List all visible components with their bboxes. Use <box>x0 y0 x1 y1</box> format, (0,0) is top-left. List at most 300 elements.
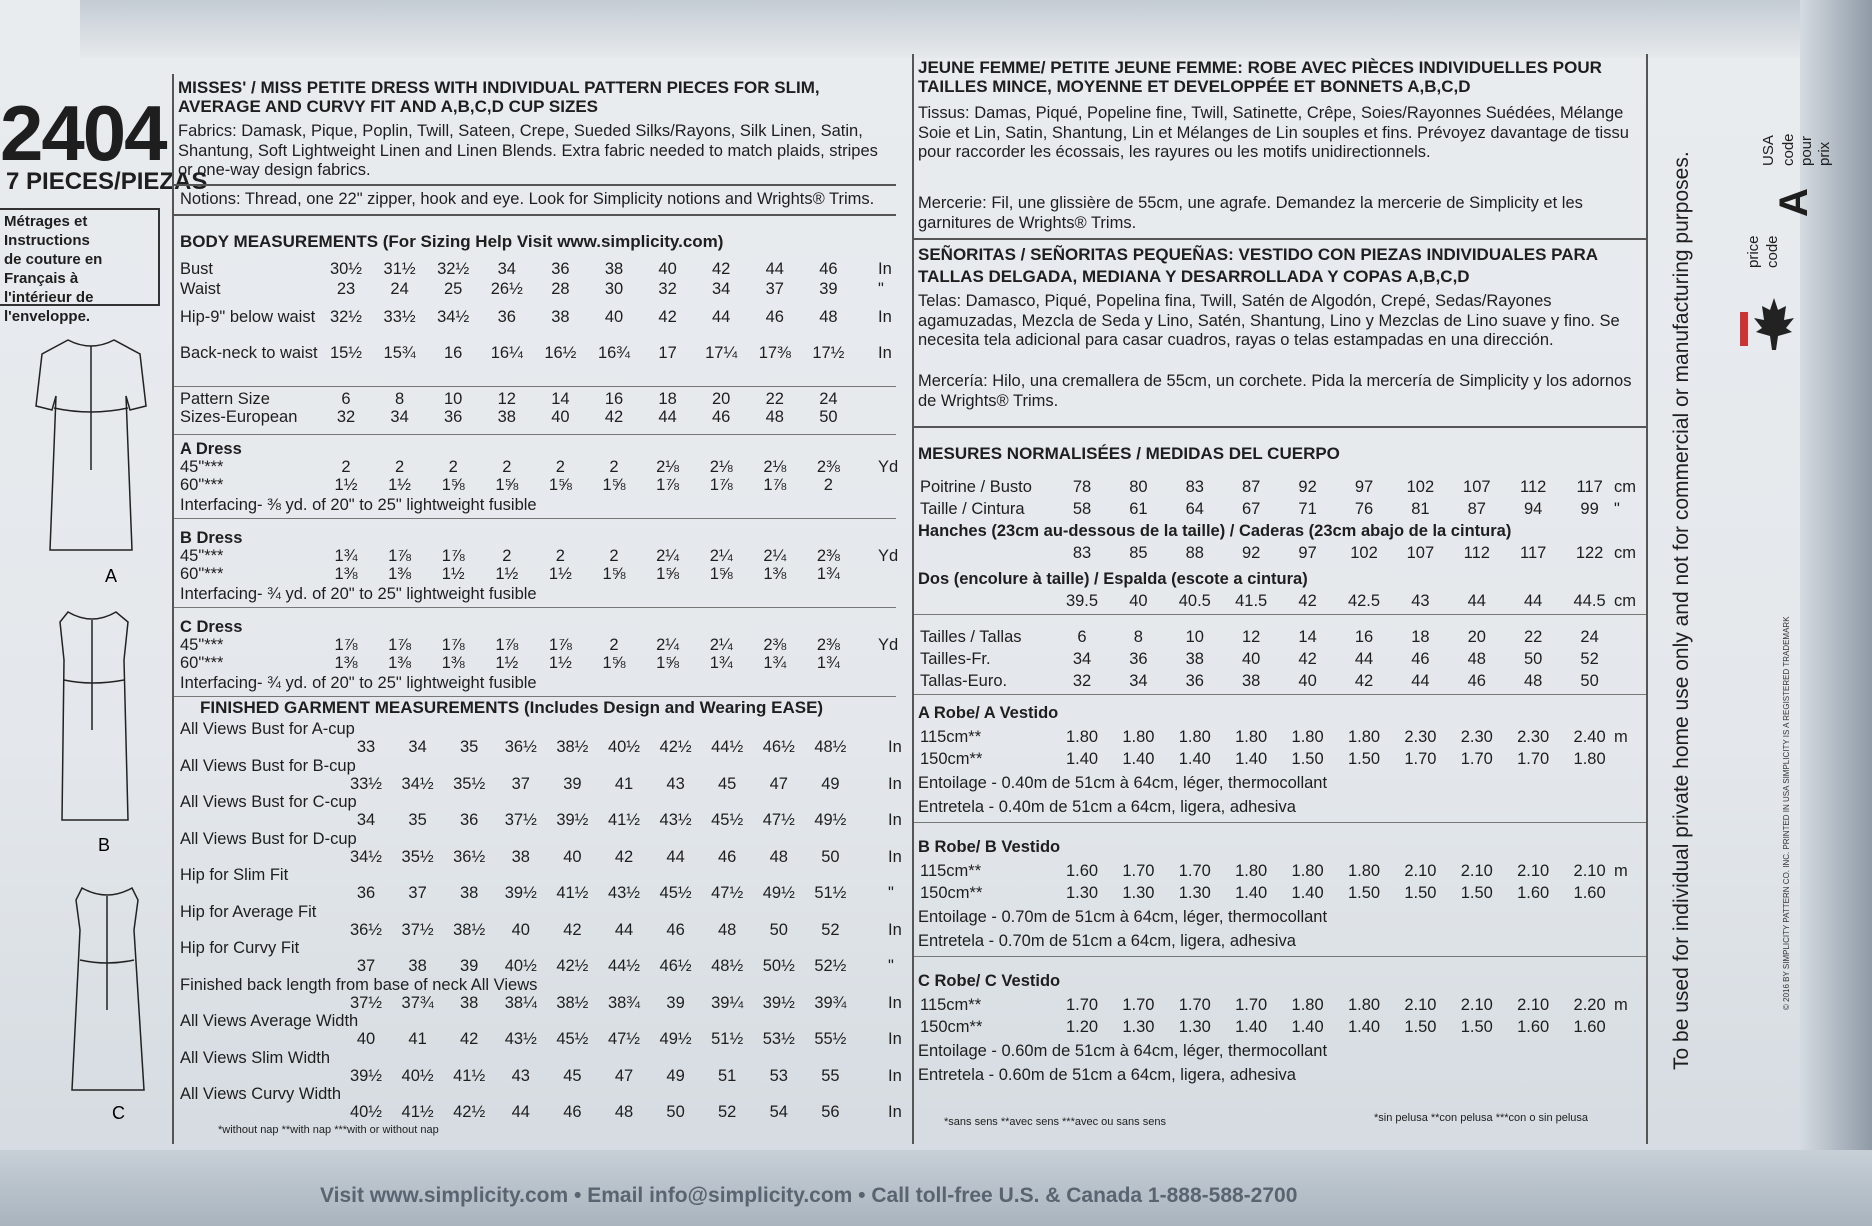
pieces-count: 7 PIECES/PIEZAS <box>6 168 208 195</box>
unit-label: Yd <box>878 547 899 565</box>
entoilage-note: Entoilage - 0.70m de 51cm à 64cm, léger, thermocollant <box>918 908 1328 926</box>
table-cell: 42 <box>658 308 677 326</box>
row-label: Sizes-European <box>180 408 298 426</box>
table-cell: 44 <box>666 847 685 866</box>
table-cell: 44 <box>765 260 784 278</box>
table-cell: 1.60 <box>1065 862 1099 880</box>
divider <box>174 214 896 216</box>
table-cell: 1.40 <box>1291 884 1324 902</box>
table-cell: 42 <box>604 408 624 426</box>
table-cell: 92 <box>1242 544 1261 562</box>
table-cell: 37 <box>356 957 376 975</box>
table-cell: 71 <box>1298 500 1317 518</box>
table-cell: 12 <box>1242 628 1261 646</box>
finished-row-label <box>174 866 896 886</box>
french-mercerie: Mercerie: Fil, une glissière de 55cm, une agrafe. Demandez la mercerie de Simplicity et les garnitures de Wrights® Trims. <box>918 194 1583 232</box>
table-cell: 17¼ <box>705 344 738 362</box>
table-cell: 1.40 <box>1235 750 1268 768</box>
table-cell: 38¾ <box>607 993 641 1012</box>
table-cell: 80 <box>1129 478 1148 496</box>
measures-heading: MESURES NORMALISÉES / MEDIDAS DEL CUERPO <box>918 444 1340 463</box>
entretela-note: Entretela - 0.70m de 51cm a 64cm, ligera, adhesiva <box>918 932 1296 950</box>
table-cell: 17 <box>658 344 677 362</box>
table-cell: 1.50 <box>1460 1018 1493 1036</box>
table-cell: 1½ <box>548 654 572 672</box>
table-cell: 39½ <box>556 811 589 829</box>
table-cell: 44 <box>511 1103 530 1121</box>
table-cell: 42 <box>712 260 731 278</box>
table-cell: 16 <box>604 390 624 408</box>
table-cell: 47½ <box>711 884 744 902</box>
divider <box>174 386 896 387</box>
table-cell: 1.50 <box>1347 884 1381 902</box>
table-cell: 1¾ <box>709 654 733 672</box>
table-cell: 55 <box>821 1066 840 1085</box>
entretela-note: Entretela - 0.40m de 51cm a 64cm, ligera, adhesiva <box>918 798 1296 816</box>
dress-view-a-drawing <box>36 340 146 550</box>
footnotes-es: *sin pelusa **con pelusa ***con o sin pelusa <box>1374 1112 1589 1124</box>
table-cell: 1½ <box>495 565 519 583</box>
table-cell: 16 <box>1354 628 1374 646</box>
body-measurement-row <box>174 308 896 328</box>
table-cell: 1.60 <box>1573 1018 1606 1036</box>
table-cell: 46½ <box>762 738 795 756</box>
table-cell: 46 <box>712 408 731 426</box>
table-cell: 1.80 <box>1347 728 1381 746</box>
table-cell: 1.80 <box>1291 996 1324 1014</box>
yardage-row-45 <box>174 547 899 567</box>
table-cell: 41½ <box>607 811 641 829</box>
table-cell: 34½ <box>349 847 383 866</box>
price-code: A <box>1771 188 1816 217</box>
french-tissus: Tissus: Damas, Piqué, Popeline fine, Twill, Satinette, Crêpe, Soies/Rayonnes Suédées, Mélange Soie et Lin, Satin, Shantung, Lin et Mélanges de Lin souples et fins. Prévoyez davantage de tissu pour raccorder les écossais, les rayures ou les motifs unidirectionnels. <box>918 104 1629 161</box>
table-cell: 48 <box>1524 672 1543 690</box>
table-cell: 39 <box>563 774 582 793</box>
table-cell: 51½ <box>814 884 847 902</box>
left-footnotes: *without nap **with nap ***with or without nap <box>218 1124 439 1136</box>
pattern-size-row <box>174 408 896 428</box>
table-cell: 50 <box>819 408 838 426</box>
table-cell: 1¾ <box>816 565 840 583</box>
table-cell: 1⅞ <box>763 476 787 494</box>
table-cell: 6 <box>1077 628 1087 646</box>
table-cell: 2 <box>448 458 458 476</box>
maple-leaf-icon <box>1740 292 1800 362</box>
unit-label: cm <box>1614 592 1636 610</box>
table-cell: 1⅜ <box>334 654 358 672</box>
table-cell: 32 <box>1072 672 1092 690</box>
table-cell: 53 <box>769 1066 788 1085</box>
table-cell: 51½ <box>711 1030 744 1048</box>
table-cell: 1.50 <box>1347 750 1381 768</box>
table-cell: 40½ <box>349 1103 383 1121</box>
finished-measurement-row <box>174 774 902 795</box>
table-cell: 36½ <box>453 847 486 866</box>
metrage-row-115 <box>914 728 1646 748</box>
row-label: Hip for Slim Fit <box>180 866 289 884</box>
metrage-row-115 <box>914 862 1646 882</box>
envelope-top-edge <box>80 0 1800 58</box>
table-cell: 49½ <box>659 1030 692 1048</box>
table-cell: 41½ <box>453 1066 486 1085</box>
notions-text: Notions: Thread, one 22" zipper, hook and eye. Look for Simplicity notions and Wrights® Trims. <box>180 190 875 208</box>
table-cell: 1.70 <box>1178 862 1211 880</box>
table-cell: 17½ <box>812 344 845 362</box>
row-label: Waist <box>180 280 221 298</box>
price-label: prix <box>1816 141 1833 166</box>
robe-label: B Robe/ B Vestido <box>918 838 1061 856</box>
pattern-number: 2404 <box>0 89 166 177</box>
table-cell: 1⅝ <box>495 476 519 494</box>
english-column <box>172 74 902 1144</box>
table-cell: 34 <box>712 280 731 298</box>
table-cell: 1.40 <box>1291 1018 1324 1036</box>
table-cell: 35½ <box>453 774 486 793</box>
table-cell: 1.80 <box>1065 728 1099 746</box>
table-cell: 2¼ <box>656 636 680 654</box>
french-box-line: Métrages et Instructions <box>4 213 90 249</box>
table-cell: 42½ <box>556 957 589 975</box>
table-cell: 41 <box>614 774 634 793</box>
table-cell: 1⅞ <box>334 636 358 654</box>
spanish-title: SEÑORITAS / SEÑORITAS PEQUEÑAS: VESTIDO CON PIEZAS INDIVIDUALES PARA TALLAS DELGADA, MEDIANA Y DESARROLLADA Y COPAS A,B,C,D <box>918 245 1598 286</box>
unit-label: In <box>888 847 902 866</box>
table-cell: 1⅜ <box>763 565 787 583</box>
table-cell: 2 <box>555 458 565 476</box>
interfacing-note: Interfacing- ¾ yd. of 20" to 25" lightweight fusible <box>180 585 537 603</box>
table-cell: 1½ <box>388 476 412 494</box>
row-label: Taille / Cintura <box>920 500 1025 518</box>
french-title: JEUNE FEMME/ PETITE JEUNE FEMME: ROBE AVEC PIÈCES INDIVIDUELLES POUR TAILLES MINCE, MOYENNE ET DEVELOPPÉE ET BONNETS A,B,C,D <box>918 58 1602 96</box>
country-label: USA <box>1760 135 1777 166</box>
table-cell: 44 <box>1354 650 1374 668</box>
table-cell: 46 <box>718 847 737 866</box>
finished-measurement-row <box>174 1030 902 1050</box>
robe-label: C Robe/ C Vestido <box>918 972 1061 990</box>
table-cell: 55½ <box>814 1030 847 1048</box>
table-cell: 49 <box>666 1066 685 1085</box>
entoilage-note: Entoilage - 0.60m de 51cm à 64cm, léger, thermocollant <box>918 1042 1328 1060</box>
table-cell: 64 <box>1185 500 1204 518</box>
table-cell: 1.50 <box>1460 884 1493 902</box>
table-cell: 2⅜ <box>816 636 840 654</box>
french-box-line: l'intérieur de <box>4 289 94 306</box>
table-cell: 1⅜ <box>388 654 412 672</box>
table-cell: 40½ <box>607 738 641 756</box>
table-cell: 2¼ <box>763 547 787 565</box>
taille-row <box>914 628 1646 648</box>
table-cell: 34 <box>356 811 376 829</box>
hanches-row <box>914 544 1646 564</box>
french-instructions-box <box>0 208 160 325</box>
table-cell: 1.80 <box>1235 862 1268 880</box>
finished-row-label <box>174 976 896 996</box>
table-cell: 1.80 <box>1235 728 1268 746</box>
unit-label: cm <box>1614 478 1636 496</box>
table-cell: 8 <box>395 390 405 408</box>
table-cell: 2 <box>823 476 833 494</box>
table-cell: 52 <box>1580 650 1599 668</box>
table-cell: 112 <box>1463 544 1490 562</box>
table-cell: 24 <box>819 390 838 408</box>
row-label: 150cm** <box>920 750 983 768</box>
table-cell: 2⅛ <box>763 458 787 476</box>
table-cell: 16½ <box>544 344 577 362</box>
finished-row-label <box>174 1049 896 1069</box>
price-label: price <box>1745 235 1762 268</box>
table-cell: 36 <box>551 260 570 278</box>
table-cell: 46½ <box>659 957 692 975</box>
table-cell: 2 <box>609 458 619 476</box>
table-cell: 43½ <box>659 811 692 829</box>
pattern-size-row <box>174 390 896 410</box>
table-cell: 2.30 <box>1517 728 1550 746</box>
table-cell: 52 <box>821 920 840 939</box>
interfacing-note: Interfacing- ⅜ yd. of 20" to 25" lightweight fusible <box>180 496 537 514</box>
unit-label: Yd <box>878 458 899 476</box>
table-cell: 35 <box>408 811 427 829</box>
finished-row-label <box>174 1085 896 1105</box>
table-cell: 2.10 <box>1573 862 1606 880</box>
table-cell: 53½ <box>762 1030 795 1048</box>
french-spanish-column <box>912 54 1648 1144</box>
divider <box>174 607 896 608</box>
table-cell: 2.10 <box>1460 862 1493 880</box>
table-cell: 1¾ <box>334 547 358 565</box>
table-cell: 10 <box>1185 628 1204 646</box>
finished-measurement-row <box>174 738 902 758</box>
table-cell: 36 <box>1129 650 1148 668</box>
table-cell: 47 <box>614 1066 634 1085</box>
table-cell: 50½ <box>762 957 795 975</box>
table-cell: 44 <box>658 408 677 426</box>
table-cell: 1½ <box>334 476 358 494</box>
table-cell: 94 <box>1524 500 1543 518</box>
table-cell: 10 <box>444 390 463 408</box>
table-cell: 87 <box>1242 478 1261 496</box>
table-cell: 40 <box>1129 592 1148 610</box>
table-cell: 1.80 <box>1291 728 1324 746</box>
table-cell: 50 <box>1524 650 1543 668</box>
table-cell: 102 <box>1406 478 1435 496</box>
table-cell: 83 <box>1072 544 1092 562</box>
table-cell: 35 <box>460 738 479 756</box>
table-cell: 34 <box>1129 672 1148 690</box>
table-cell: 1.50 <box>1291 750 1324 768</box>
table-cell: 38½ <box>453 920 486 939</box>
table-cell: 107 <box>1463 478 1491 496</box>
table-cell: 1.70 <box>1122 862 1155 880</box>
finished-measurement-row <box>174 1103 902 1123</box>
table-cell: 6 <box>341 390 351 408</box>
table-cell: 39¼ <box>711 993 744 1012</box>
table-cell: 34 <box>390 408 409 426</box>
table-cell: 102 <box>1350 544 1378 562</box>
price-label: pour <box>1798 135 1815 166</box>
dress-technical-drawings <box>20 330 160 1130</box>
fabrics-text: Fabrics: Damask, Pique, Poplin, Twill, Sateen, Crepe, Sueded Silks/Rayons, Silk Linen, Satin, Shantung, Soft Lightweight Linen and Linen Blends. Extra fabric needed to match plaids, stripes or one-way design fabrics. <box>178 122 878 179</box>
table-cell: 38 <box>408 957 427 975</box>
table-cell: 33½ <box>349 774 383 793</box>
table-cell: 40.5 <box>1178 592 1211 610</box>
table-cell: 1.30 <box>1178 884 1211 902</box>
table-cell: 1.70 <box>1235 996 1268 1014</box>
table-cell: 1.70 <box>1178 996 1211 1014</box>
unit-label: In <box>878 260 892 278</box>
row-label: Poitrine / Busto <box>920 478 1032 496</box>
table-cell: 1⅞ <box>441 636 465 654</box>
table-cell: 36 <box>1185 672 1204 690</box>
table-cell: 38½ <box>556 738 589 756</box>
row-label: All Views Bust for C-cup <box>180 793 357 811</box>
divider <box>174 434 896 435</box>
table-cell: 58 <box>1072 500 1092 518</box>
body-measure-row <box>914 478 1646 498</box>
table-cell: 45½ <box>659 884 692 902</box>
unit-label: cm <box>1614 544 1636 562</box>
table-cell: 2.10 <box>1404 862 1437 880</box>
table-cell: 1½ <box>441 565 465 583</box>
table-cell: 47½ <box>762 811 795 829</box>
french-box-line: l'enveloppe. <box>4 308 91 325</box>
table-cell: 38 <box>1242 672 1261 690</box>
table-cell: 1.70 <box>1404 750 1437 768</box>
table-cell: 50 <box>666 1103 685 1121</box>
table-cell: 1.30 <box>1065 884 1099 902</box>
divider <box>174 518 896 519</box>
divider <box>174 184 896 186</box>
table-cell: 16¾ <box>597 344 631 362</box>
table-cell: 52½ <box>814 957 847 975</box>
table-cell: 2 <box>555 547 565 565</box>
row-label: Tallas-Euro. <box>920 672 1008 690</box>
table-cell: 48 <box>1467 650 1486 668</box>
row-label: Bust <box>180 260 214 278</box>
table-cell: 36 <box>444 408 463 426</box>
table-cell: 38 <box>551 308 570 326</box>
table-cell: 122 <box>1575 544 1604 562</box>
table-cell: 50 <box>769 920 788 939</box>
table-cell: 18 <box>658 390 677 408</box>
divider <box>914 426 1646 428</box>
table-cell: 48½ <box>814 738 847 756</box>
table-cell: 37 <box>511 774 530 793</box>
table-cell: 1.80 <box>1178 728 1211 746</box>
dos-row <box>914 592 1646 612</box>
table-cell: 1⅜ <box>334 565 358 583</box>
yardage-row-45 <box>174 458 899 478</box>
finished-row-label <box>174 1012 896 1032</box>
unit-label: In <box>888 920 902 939</box>
table-cell: 16¼ <box>490 344 523 362</box>
table-cell: 37 <box>408 884 427 902</box>
table-cell: 44 <box>712 308 731 326</box>
table-cell: 1⅜ <box>388 565 412 583</box>
table-cell: 1⅝ <box>548 476 572 494</box>
table-cell: 40 <box>356 1030 376 1048</box>
table-cell: 2 <box>341 458 351 476</box>
metrage-row-115 <box>914 996 1646 1016</box>
robe-label: A Robe/ A Vestido <box>918 704 1059 722</box>
table-cell: 2.10 <box>1404 996 1437 1014</box>
table-cell: 1.50 <box>1404 884 1437 902</box>
finished-measurement-row <box>174 847 902 868</box>
row-label: 45"*** <box>180 547 224 565</box>
table-cell: 17⅜ <box>758 344 791 362</box>
table-cell: 76 <box>1354 500 1374 518</box>
table-cell: 107 <box>1406 544 1435 562</box>
table-cell: 44 <box>614 920 634 939</box>
unit-label: In <box>878 344 892 362</box>
row-label: Tailles-Fr. <box>920 650 991 668</box>
table-cell: 2.10 <box>1460 996 1493 1014</box>
table-cell: 12 <box>497 390 516 408</box>
table-cell: 92 <box>1298 478 1317 496</box>
row-label: Tailles / Tallas <box>920 628 1022 646</box>
dress-view-b-drawing <box>60 612 128 820</box>
row-label: Pattern Size <box>180 390 270 408</box>
table-cell: 2 <box>609 636 619 654</box>
table-cell: 42½ <box>453 1103 486 1121</box>
table-cell: 22 <box>1524 628 1543 646</box>
table-cell: 2.30 <box>1404 728 1437 746</box>
table-cell: 40½ <box>401 1066 434 1085</box>
table-cell: 48 <box>614 1103 634 1121</box>
table-cell: 37½ <box>504 811 537 829</box>
table-cell: 1⅝ <box>602 654 626 672</box>
table-cell: 24 <box>1580 628 1599 646</box>
french-box-line: de couture en Français à <box>4 251 103 287</box>
divider <box>914 614 1646 615</box>
table-cell: 48 <box>765 408 784 426</box>
table-cell: 28 <box>551 280 570 298</box>
table-cell: 2¼ <box>709 547 733 565</box>
pattern-title: MISSES' / MISS PETITE DRESS WITH INDIVIDUAL PATTERN PIECES FOR SLIM, AVERAGE AND CURVY FIT AND A,B,C,D CUP SIZES <box>178 78 820 116</box>
table-cell: 14 <box>551 390 570 408</box>
finished-row-label <box>174 939 896 959</box>
table-cell: 42.5 <box>1347 592 1381 610</box>
body-measurement-row <box>174 344 896 364</box>
table-cell: 39¾ <box>814 993 847 1012</box>
body-measurement-row <box>174 260 896 280</box>
table-cell: 87 <box>1467 500 1486 518</box>
table-cell: 1⅝ <box>602 476 626 494</box>
dress-label: C Dress <box>180 618 243 636</box>
table-cell: 42½ <box>659 738 692 756</box>
table-cell: 1.70 <box>1517 750 1550 768</box>
taille-row <box>914 650 1646 670</box>
price-label: code <box>1780 133 1797 166</box>
table-cell: 99 <box>1580 500 1599 518</box>
table-cell: 22 <box>765 390 784 408</box>
divider <box>914 822 1646 823</box>
table-cell: 1¾ <box>816 654 840 672</box>
table-cell: 30½ <box>329 260 363 278</box>
row-label: Hip for Average Fit <box>180 902 317 921</box>
table-cell: 1.50 <box>1404 1018 1437 1036</box>
table-cell: 38 <box>604 260 624 278</box>
table-cell: 1.40 <box>1065 750 1099 768</box>
table-cell: 39½ <box>762 993 795 1012</box>
metrage-row-150 <box>914 1018 1646 1038</box>
table-cell: 1⅝ <box>709 565 733 583</box>
table-cell: 54 <box>769 1103 788 1121</box>
table-cell: 1¾ <box>763 654 787 672</box>
table-cell: 1⅝ <box>656 654 680 672</box>
finished-row-label <box>174 720 896 740</box>
table-cell: 117 <box>1576 478 1603 496</box>
footnotes-fr: *sans sens **avec sens ***avec ou sans sens <box>944 1116 1166 1128</box>
